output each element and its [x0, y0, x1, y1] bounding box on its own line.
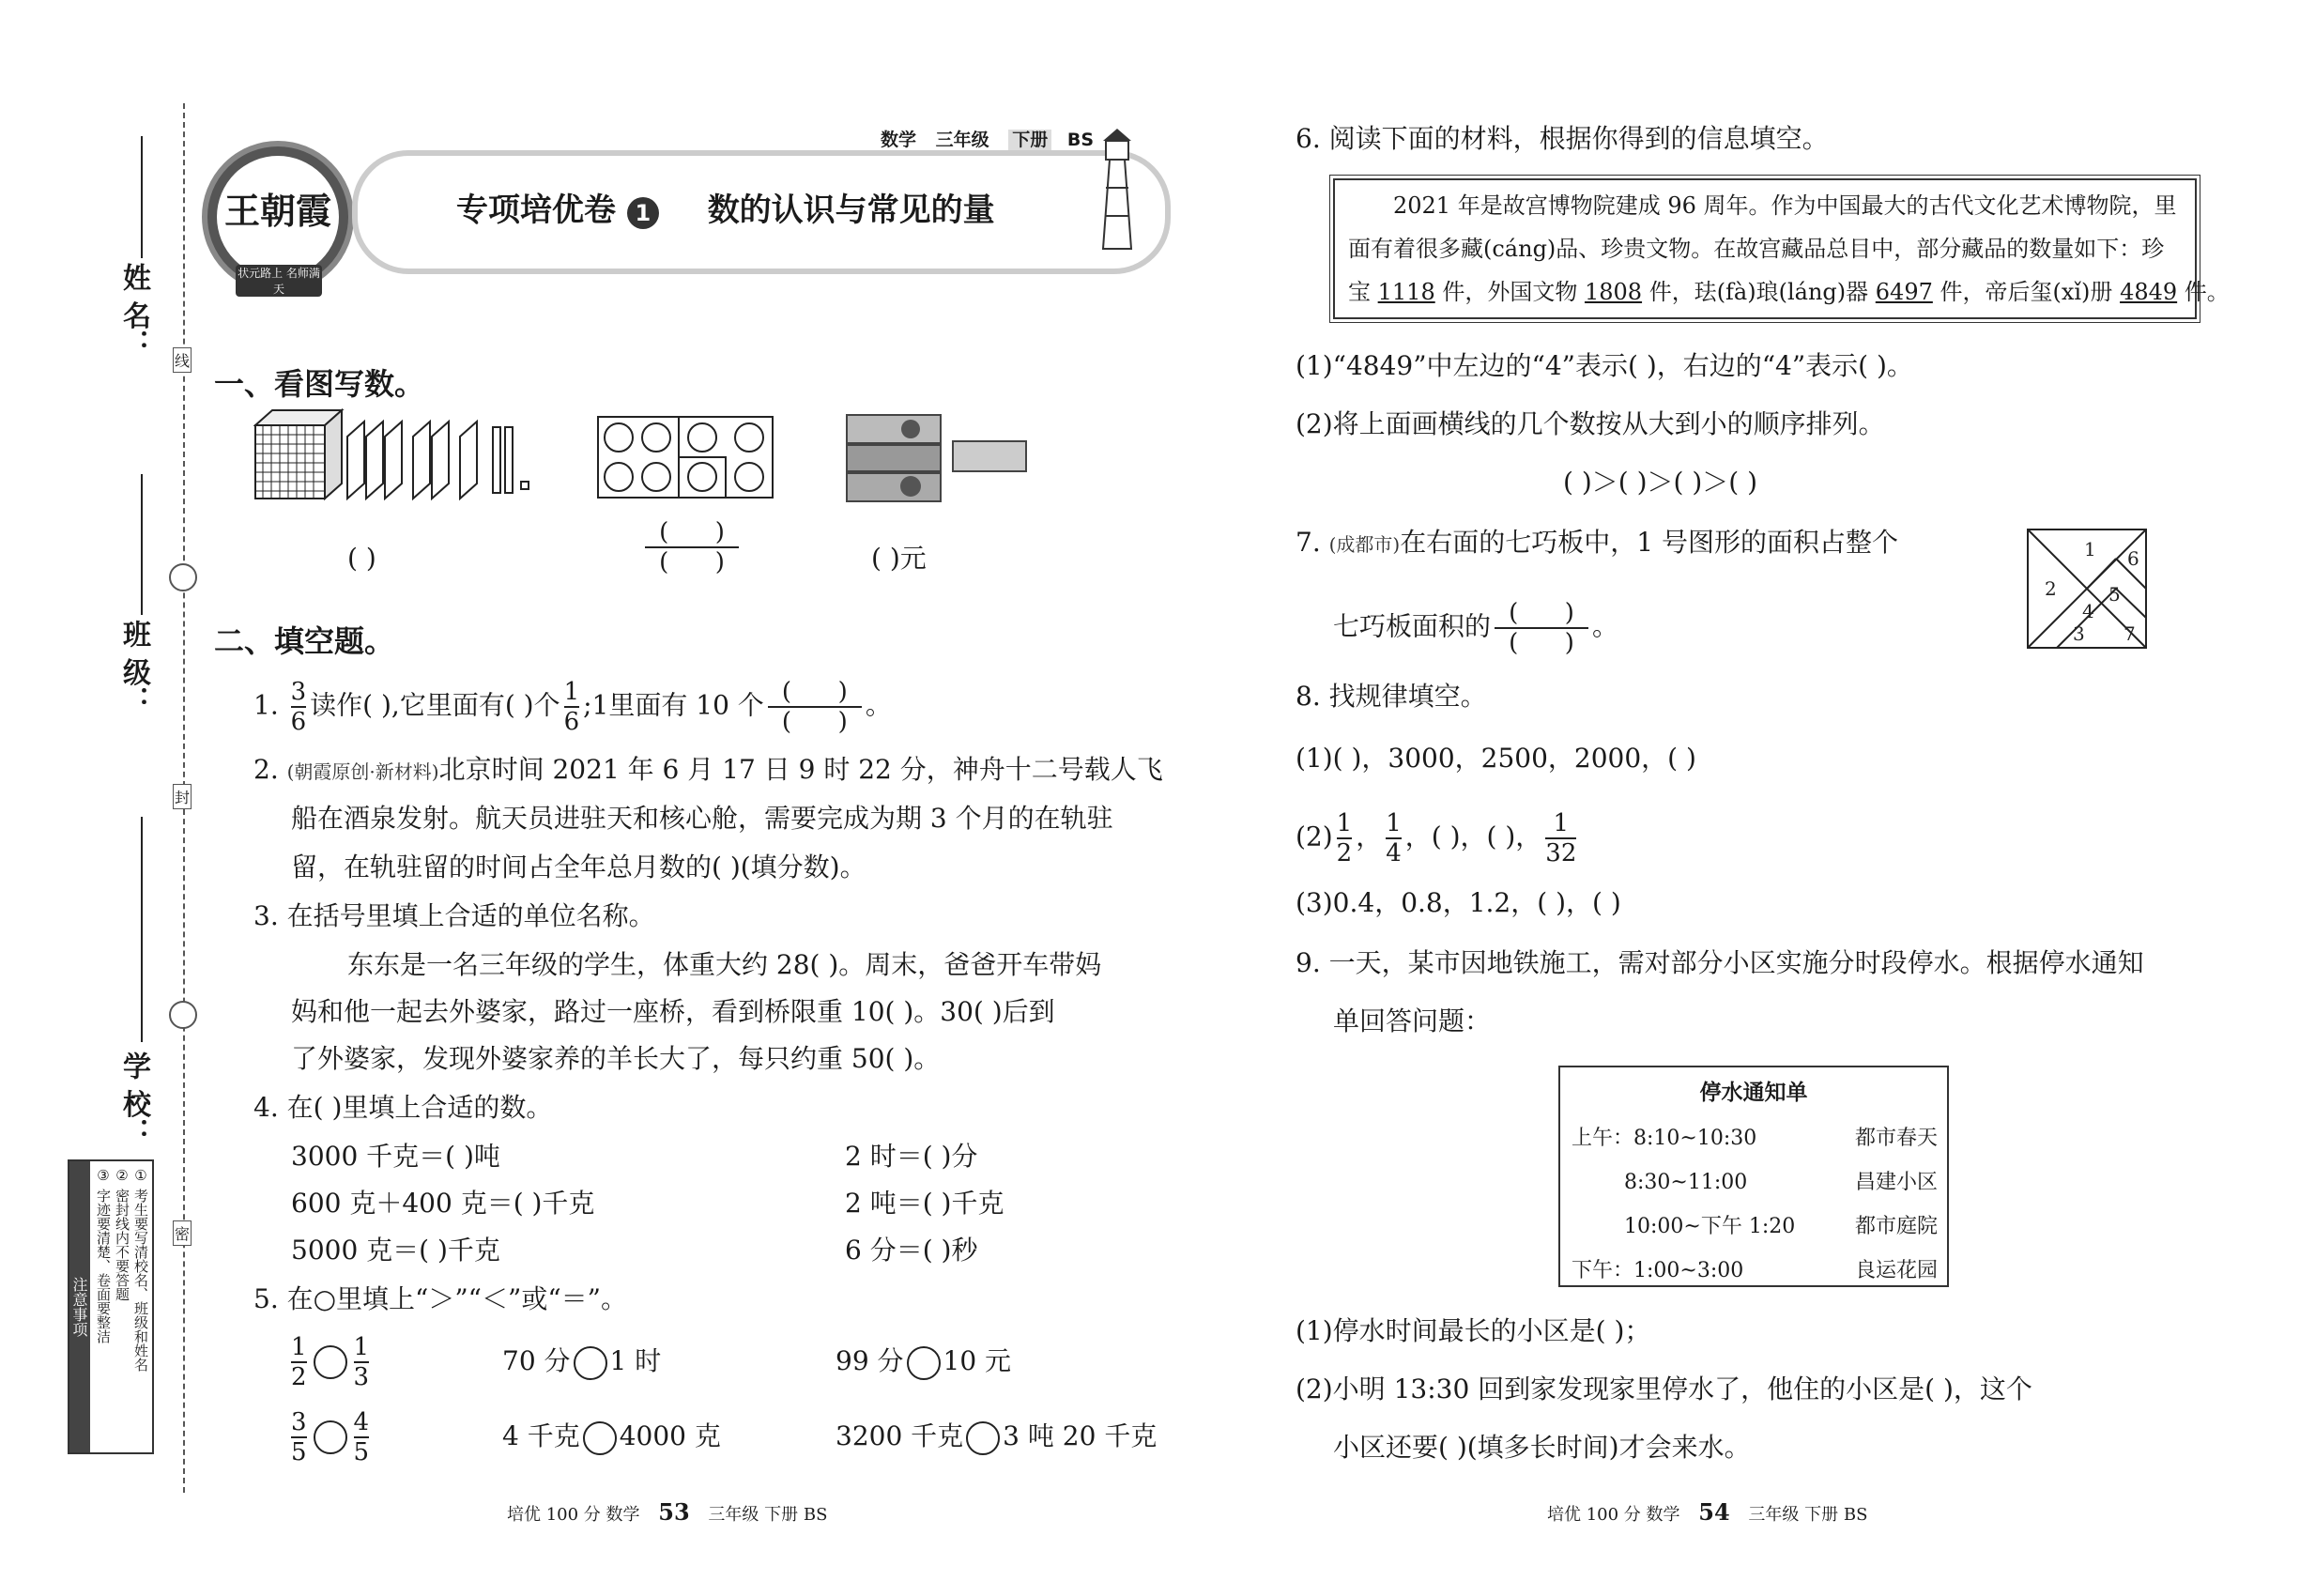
brand-badge: [202, 141, 354, 296]
binding-hole-icon: [169, 563, 197, 591]
q4-item: 600 克＋400 克＝( )千克: [291, 1188, 595, 1219]
base-ten-blocks-figure: [253, 408, 535, 502]
binding-hole-icon: [169, 1001, 197, 1029]
q4-item: 6 分＝( )秒: [845, 1235, 978, 1266]
lighthouse-icon: [1080, 127, 1155, 258]
q1-text-2: ;1里面有 10 个: [583, 689, 764, 721]
q1-fraction-blank[interactable]: $\frac{( )}{( )}$: [768, 678, 862, 736]
title-prefix: 专项培优卷: [456, 192, 616, 229]
answer-blank-1[interactable]: ( ): [347, 543, 376, 574]
compare-circle[interactable]: [966, 1421, 1000, 1455]
q8-sub-3: (3)0.4，0.8，1.2，( )，( ): [1296, 887, 1621, 918]
compare-circle[interactable]: [907, 1346, 941, 1380]
q4-item: 3000 千克＝( )吨: [291, 1141, 500, 1172]
q3-line-0: 3. 在括号里填上合适的单位名称。: [253, 900, 655, 931]
tangram-label: 3: [2073, 622, 2085, 645]
cut-mark-2: 封: [173, 784, 192, 809]
compare-circle[interactable]: [314, 1420, 347, 1454]
class-line: [141, 474, 143, 615]
q9-sub-1: (1)停水时间最长的小区是( )；: [1296, 1315, 1651, 1346]
cut-mark-3: 密: [173, 1220, 192, 1246]
q7-line-1: 7. (成都市)在右面的七巧板中，1 号图形的面积占整个: [1296, 527, 1898, 558]
name-line: [141, 136, 143, 258]
school-line: [141, 817, 143, 1042]
tag-grade: 三年级: [935, 130, 989, 150]
table-row: 上午：8:10~10:30 都市春天: [1572, 1127, 1938, 1150]
page-title: 数的认识与常见的量: [707, 192, 995, 229]
page-number: 54: [1698, 1498, 1730, 1526]
q5-line-0: 5. 在○里填上“＞”“＜”或“＝”。: [253, 1283, 627, 1314]
q2-line-3: 留，在轨驻留的时间占全年总月数的( )(填分数)。: [291, 852, 866, 882]
material-box: 2021 年是故宫博物院建成 96 周年。作为中国最大的古代文化艺术博物院，里 面有着很多藏(cáng)品、珍贵文物。在故宫藏品总目中，部分藏品的数量如下：珍 宝 1118 件，外国文物 1808 件，珐(fà)琅(láng)器 6497 件，帝后玺(xǐ)册 4849 件。: [1333, 178, 2197, 319]
title-number: 1: [627, 197, 659, 229]
tangram-label: 4: [2082, 600, 2094, 622]
notice-title: 注意事项: [69, 1161, 90, 1452]
q1: 1. $\frac{3}{6}$ 读作( ),它里面有( )个 $\frac{1}{6}$ ;1里面有 10 个 $\frac{( )}{( )}$ 。: [253, 678, 892, 736]
q4-line-0: 4. 在( )里填上合适的数。: [253, 1092, 553, 1123]
notice-item: ② 密封线内不要答题: [114, 1167, 130, 1301]
q4-item: 2 时＝( )分: [845, 1141, 978, 1172]
q5-compare-3: 99 分 10 元: [836, 1343, 1011, 1380]
q5-compare-6: 3200 千克 3 吨 20 千克: [836, 1418, 1157, 1455]
q6-sub-1: (1)“4849”中左边的“4”表示( )，右边的“4”表示( )。: [1296, 350, 1913, 381]
q4-item: 5000 克＝( )千克: [291, 1235, 500, 1266]
tag-edition: BS: [1066, 130, 1095, 150]
section1-title: 一、看图写数。: [214, 366, 425, 402]
page-number: 53: [658, 1498, 690, 1526]
q6-order-blanks[interactable]: ( )＞( )＞( )＞( ): [1563, 467, 1757, 498]
q3-line-1: 东东是一名三年级的学生，体重大约 28( )。周末，爸爸开车带妈: [347, 949, 1102, 980]
compare-circle[interactable]: [314, 1345, 347, 1379]
notice-box: [68, 1159, 154, 1454]
header-tags: [881, 126, 1094, 151]
tangram-label: 5: [2108, 583, 2121, 606]
notice-item: ③ 字迹要清楚、卷面要整洁: [95, 1167, 112, 1343]
q7-line-2: 七巧板面积的 $\frac{( )}{( )}$ 。: [1333, 599, 1619, 657]
q7-fraction-blank[interactable]: $\frac{( )}{( )}$: [1495, 599, 1588, 657]
tangram-label: 6: [2127, 547, 2139, 570]
q9-sub-3: 小区还要( )(填多长时间)才会来水。: [1333, 1432, 1751, 1463]
footer-right: 培优 100 分 数学 54 三年级 下册 BS: [1547, 1498, 1868, 1526]
q8-sub-2: (2) $\frac{1}{2}$ ， $\frac{1}{4}$ ，( )，( )， $\frac{1}{32}$: [1296, 809, 1577, 867]
table-title: 停水通知单: [1699, 1081, 1808, 1105]
q1-text-1: 读作( ),它里面有( )个: [310, 689, 560, 721]
q5-compare-5: 4 千克 4000 克: [502, 1418, 721, 1455]
tag-volume: 下册: [1008, 130, 1051, 150]
q2-line-1: 2. (朝霞原创·新材料)北京时间 2021 年 6 月 17 日 9 时 22 分，神舟十二号载人飞: [253, 754, 1163, 785]
q4-item: 2 吨＝( )千克: [845, 1188, 1004, 1219]
notice-item: ① 考生要写清校名、班级和姓名: [132, 1167, 149, 1372]
money-figure: [845, 411, 1033, 505]
brand-slogan: 状元路上 名师满天: [236, 265, 322, 297]
q8-sub-1: (1)( )，3000，2500，2000，( ): [1296, 743, 1696, 774]
q5-compare-4: $\frac{3}{5}$ $\frac{4}{5}$: [291, 1408, 370, 1466]
q8-intro: 8. 找规律填空。: [1296, 681, 1487, 712]
table-row: 下午：1:00~3:00 良运花园: [1572, 1259, 1938, 1282]
q3-line-2: 妈和他一起去外婆家，路过一座桥，看到桥限重 10( )。30( )后到: [291, 996, 1055, 1027]
compare-circle[interactable]: [574, 1346, 607, 1380]
school-label: 学 校：: [117, 1051, 150, 1146]
footer-left: 培优 100 分 数学 53 三年级 下册 BS: [507, 1498, 828, 1526]
table-row: 8:30~11:00 昌建小区: [1624, 1171, 1938, 1194]
q9-line-1: 9. 一天，某市因地铁施工，需对部分小区实施分时段停水。根据停水通知: [1296, 947, 2144, 978]
circles-fraction-figure: [596, 415, 774, 499]
brand-name: 王朝霞: [223, 190, 331, 232]
tag-subject: 数学: [881, 130, 917, 150]
title-pill: [352, 150, 1171, 274]
cut-mark-1: 线: [173, 347, 192, 373]
tangram-figure: [2026, 528, 2148, 650]
compare-circle[interactable]: [583, 1421, 617, 1455]
table-row: 10:00~下午 1:20 都市庭院: [1624, 1215, 1938, 1238]
name-label: 姓 名：: [117, 263, 150, 358]
q6-intro: 6. 阅读下面的材料，根据你得到的信息填空。: [1296, 123, 1829, 154]
water-notice-table: [1558, 1066, 1949, 1287]
q5-compare-1: $\frac{1}{2}$ $\frac{1}{3}$: [291, 1333, 370, 1391]
tangram-label: 7: [2124, 622, 2136, 645]
class-label: 班 级：: [117, 620, 150, 714]
q9-line-2: 单回答问题：: [1333, 1005, 1492, 1036]
q2-line-2: 船在酒泉发射。航天员进驻天和核心舱，需要完成为期 3 个月的在轨驻: [291, 803, 1113, 834]
fraction-answer-blank[interactable]: $\frac{( )}{( )}$: [641, 518, 743, 576]
tangram-label: 1: [2084, 538, 2096, 560]
section2-title: 二、填空题。: [214, 623, 395, 659]
answer-blank-3[interactable]: ( )元: [871, 543, 927, 574]
q9-sub-2: (2)小明 13:30 回到家发现家里停水了，他住的小区是( )，这个: [1296, 1373, 2032, 1404]
q3-line-3: 了外婆家，发现外婆家养的羊长大了，每只约重 50( )。: [291, 1043, 941, 1074]
tangram-label: 2: [2045, 577, 2057, 600]
q5-compare-2: 70 分 1 时: [502, 1343, 661, 1380]
q6-sub-2: (2)将上面画横线的几个数按从大到小的顺序排列。: [1296, 408, 1885, 439]
